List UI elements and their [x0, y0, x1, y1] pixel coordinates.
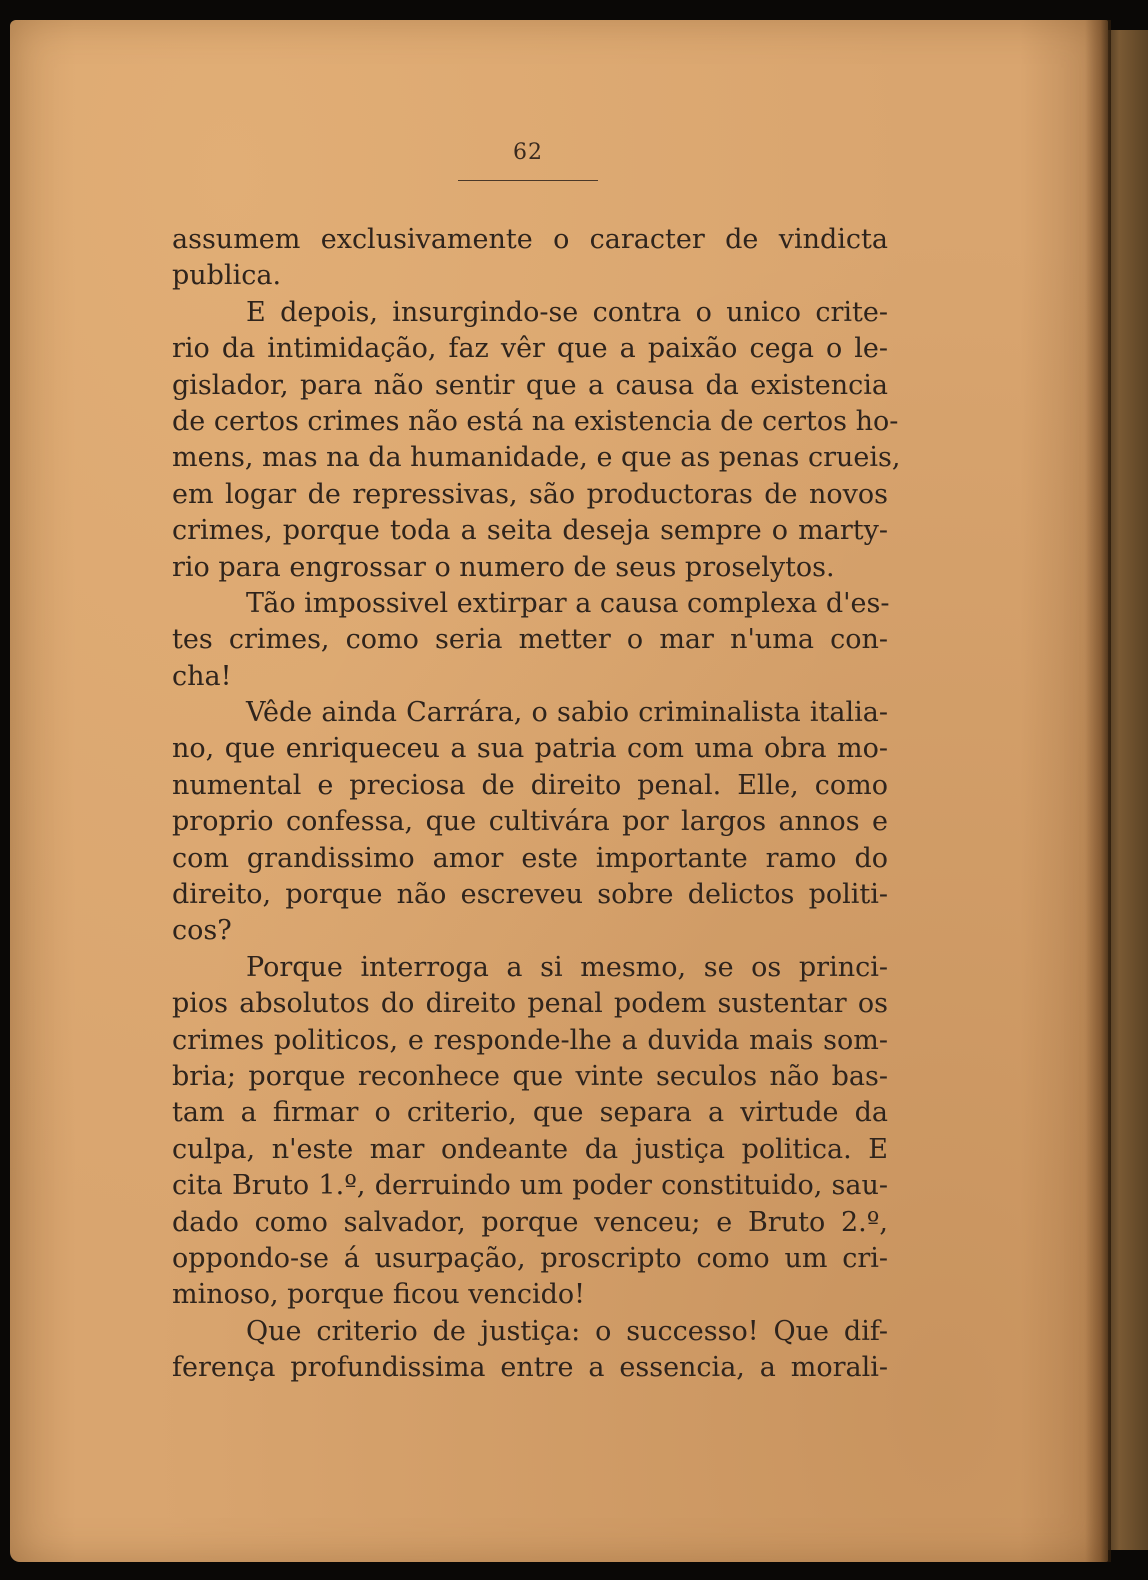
text-line: crimes politicos, e responde-lhe a duvida mais som-	[172, 1024, 888, 1056]
text-line: publica.	[172, 260, 282, 292]
text-line: ferença profundissima entre a essencia, a morali-	[172, 1352, 888, 1384]
text-line: Vêde ainda Carrára, o sabio criminalista italia-	[246, 697, 888, 729]
text-line: direito, porque não escreveu sobre delictos politi-	[172, 879, 888, 911]
text-line: culpa, n'este mar ondeante da justiça politica. E	[172, 1133, 888, 1165]
text-line: Que criterio de justiça: o successo! Que dif-	[246, 1315, 888, 1347]
text-line: com grandissimo amor este importante ramo do	[172, 842, 888, 874]
text-line: cha!	[172, 660, 232, 692]
text-line: numental e preciosa de direito penal. Elle, como	[172, 769, 888, 801]
text-line: proprio confessa, que cultivára por largos annos e	[172, 806, 888, 838]
text-line: minoso, porque ficou vencido!	[172, 1279, 585, 1311]
text-line: gislador, para não sentir que a causa da existencia	[172, 369, 888, 401]
text-line: cos?	[172, 915, 232, 947]
text-line: em logar de repressivas, são productoras de novos	[172, 478, 888, 510]
page-gutter-shadow	[1085, 20, 1111, 1562]
text-line: oppondo-se á usurpação, proscripto como um cri-	[172, 1242, 888, 1274]
text-line: tes crimes, como seria metter o mar n'uma con-	[172, 624, 888, 656]
text-line: mens, mas na da humanidade, e que as penas crueis,	[172, 442, 901, 474]
text-line: dado como salvador, porque venceu; e Bruto 2.º,	[172, 1206, 888, 1238]
text-line: Porque interroga a si mesmo, se os princi-	[246, 951, 888, 983]
text-line: pios absolutos do direito penal podem sustentar os	[172, 988, 888, 1020]
text-line: de certos crimes não está na existencia de certos ho-	[172, 405, 899, 437]
text-line: no, que enriqueceu a sua patria com uma obra mo-	[172, 733, 888, 765]
text-line: E depois, insurgindo-se contra o unico crite-	[246, 296, 888, 328]
text-line: Tão impossivel extirpar a causa complexa d'es-	[246, 587, 890, 619]
text-line: assumem exclusivamente o caracter de vindicta	[172, 224, 888, 255]
text-line: tam a firmar o criterio, que separa a virtude da	[172, 1097, 888, 1129]
header-rule	[458, 180, 598, 181]
text-line: rio da intimidação, faz vêr que a paixão cega o le-	[172, 333, 888, 365]
text-line: rio para engrossar o numero de seus proselytos.	[172, 551, 835, 583]
text-line: crimes, porque toda a seita deseja sempre o marty-	[172, 515, 888, 547]
text-line: cita Bruto 1.º, derruindo um poder constituido, sau-	[172, 1170, 888, 1202]
page-number: 62	[513, 140, 543, 165]
text-line: bria; porque reconhece que vinte seculos não bas-	[172, 1060, 888, 1092]
body-text	[172, 222, 901, 1387]
